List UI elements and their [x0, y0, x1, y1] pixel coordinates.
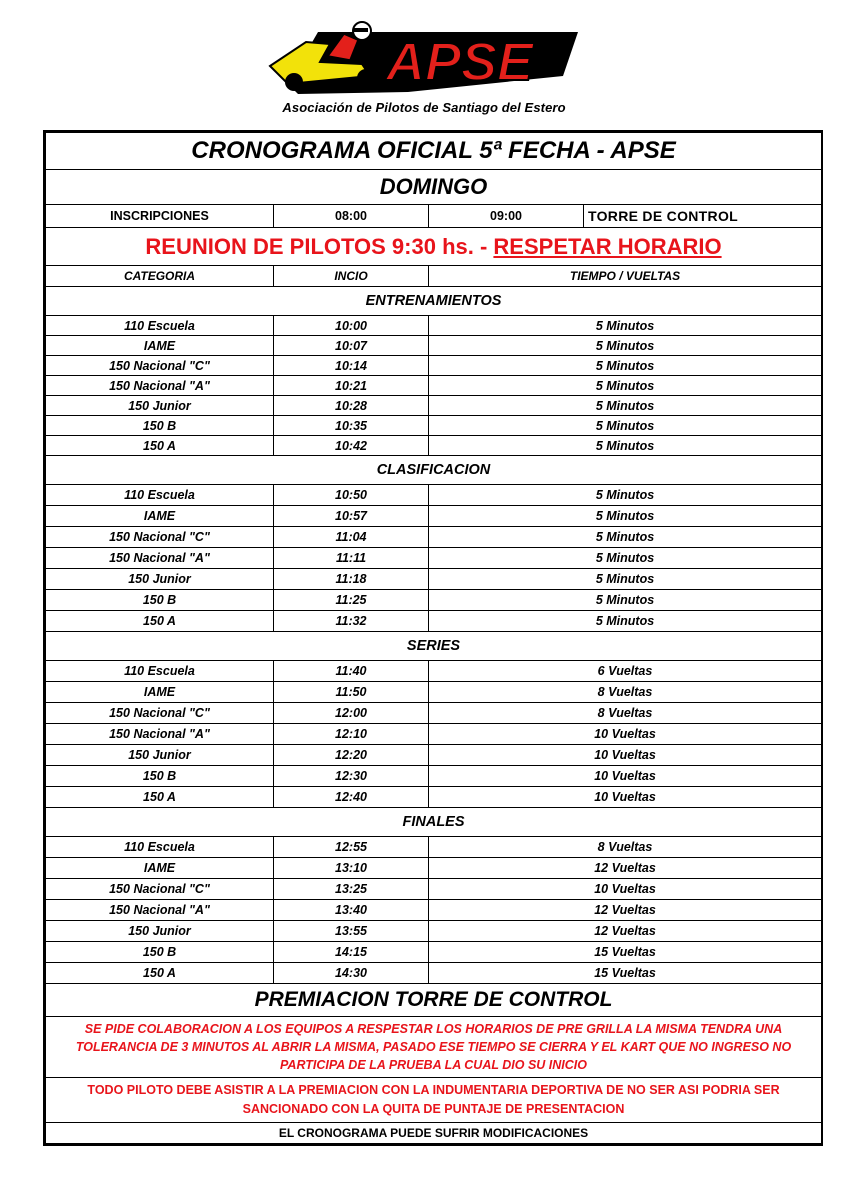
kart-logo-icon	[258, 14, 590, 100]
inscripciones-start: 08:00	[274, 205, 429, 228]
schedule-row	[46, 611, 822, 632]
schedule-row	[46, 703, 822, 724]
column-header-duration: TIEMPO / VUELTAS	[429, 266, 822, 287]
row-category: 150 A	[46, 963, 274, 984]
row-duration: 5 Minutos	[429, 548, 822, 569]
schedule-row	[46, 356, 822, 376]
schedule-row	[46, 724, 822, 745]
row-duration: 5 Minutos	[429, 416, 822, 436]
schedule-row	[46, 548, 822, 569]
schedule-sheet	[43, 130, 823, 1146]
logo-caption: Asociación de Pilotos de Santiago del Estero	[282, 100, 566, 115]
row-category: 150 B	[46, 416, 274, 436]
schedule-row	[46, 661, 822, 682]
row-category: 110 Escuela	[46, 485, 274, 506]
row-category: IAME	[46, 682, 274, 703]
row-category: 150 A	[46, 436, 274, 456]
premiacion-heading: PREMIACION TORRE DE CONTROL	[46, 984, 822, 1017]
row-duration: 12 Vueltas	[429, 921, 822, 942]
row-start-time: 12:10	[274, 724, 429, 745]
row-category: 150 Nacional "C"	[46, 356, 274, 376]
row-category: 150 A	[46, 787, 274, 808]
row-start-time: 10:57	[274, 506, 429, 527]
inscripciones-end: 09:00	[429, 205, 584, 228]
row-category: 110 Escuela	[46, 661, 274, 682]
row-start-time: 12:30	[274, 766, 429, 787]
row-category: 150 B	[46, 590, 274, 611]
row-start-time: 13:55	[274, 921, 429, 942]
section-title: ENTRENAMIENTOS	[46, 287, 822, 316]
row-start-time: 10:07	[274, 336, 429, 356]
row-category: 150 Nacional "C"	[46, 703, 274, 724]
inscripciones-label: INSCRIPCIONES	[46, 205, 274, 228]
row-start-time: 14:30	[274, 963, 429, 984]
row-category: 150 Nacional "A"	[46, 376, 274, 396]
row-category: 150 A	[46, 611, 274, 632]
row-category: 150 Junior	[46, 569, 274, 590]
row-start-time: 13:10	[274, 858, 429, 879]
row-duration: 12 Vueltas	[429, 858, 822, 879]
footer-note: EL CRONOGRAMA PUEDE SUFRIR MODIFICACIONES	[46, 1123, 822, 1144]
row-duration: 5 Minutos	[429, 436, 822, 456]
row-start-time: 11:04	[274, 527, 429, 548]
schedule-row	[46, 416, 822, 436]
row-start-time: 10:50	[274, 485, 429, 506]
row-duration: 8 Vueltas	[429, 837, 822, 858]
row-start-time: 11:32	[274, 611, 429, 632]
row-start-time: 11:11	[274, 548, 429, 569]
row-duration: 10 Vueltas	[429, 879, 822, 900]
row-start-time: 12:20	[274, 745, 429, 766]
schedule-row	[46, 942, 822, 963]
row-start-time: 11:50	[274, 682, 429, 703]
row-start-time: 10:35	[274, 416, 429, 436]
schedule-row	[46, 336, 822, 356]
row-start-time: 14:15	[274, 942, 429, 963]
row-duration: 10 Vueltas	[429, 787, 822, 808]
row-category: 150 Nacional "A"	[46, 724, 274, 745]
section-title: SERIES	[46, 632, 822, 661]
column-headers	[46, 266, 822, 287]
svg-text:APSE: APSE	[386, 32, 534, 92]
schedule-row	[46, 569, 822, 590]
schedule-row	[46, 376, 822, 396]
schedule-row	[46, 963, 822, 984]
section-row	[46, 808, 822, 837]
row-duration: 5 Minutos	[429, 396, 822, 416]
section-row	[46, 632, 822, 661]
row-start-time: 10:42	[274, 436, 429, 456]
row-duration: 5 Minutos	[429, 590, 822, 611]
row-start-time: 11:25	[274, 590, 429, 611]
row-start-time: 10:14	[274, 356, 429, 376]
schedule-row	[46, 879, 822, 900]
premiacion-notice: TODO PILOTO DEBE ASISTIR A LA PREMIACION CON LA INDUMENTARIA DEPORTIVA DE NO SER ASI PODRIA SER SANCIONADO CON LA QUITA DE PUNTAJE DE PRESENTACION	[46, 1078, 822, 1123]
section-title: CLASIFICACION	[46, 456, 822, 485]
inscripciones-row	[46, 205, 822, 228]
row-duration: 5 Minutos	[429, 336, 822, 356]
row-duration: 6 Vueltas	[429, 661, 822, 682]
row-category: IAME	[46, 858, 274, 879]
section-title: FINALES	[46, 808, 822, 837]
reunion-text: REUNION DE PILOTOS 9:30 hs. -	[145, 233, 494, 259]
row-category: IAME	[46, 506, 274, 527]
row-category: 150 Junior	[46, 745, 274, 766]
row-duration: 8 Vueltas	[429, 703, 822, 724]
schedule-row	[46, 787, 822, 808]
row-duration: 5 Minutos	[429, 569, 822, 590]
row-category: 150 B	[46, 942, 274, 963]
schedule-row	[46, 858, 822, 879]
schedule-row	[46, 921, 822, 942]
row-duration: 10 Vueltas	[429, 745, 822, 766]
row-duration: 5 Minutos	[429, 485, 822, 506]
row-category: 110 Escuela	[46, 837, 274, 858]
row-category: 150 Nacional "A"	[46, 900, 274, 921]
row-duration: 5 Minutos	[429, 527, 822, 548]
row-category: 150 B	[46, 766, 274, 787]
row-category: IAME	[46, 336, 274, 356]
row-start-time: 12:40	[274, 787, 429, 808]
row-duration: 10 Vueltas	[429, 724, 822, 745]
pre-grilla-notice: SE PIDE COLABORACION A LOS EQUIPOS A RESPESTAR LOS HORARIOS DE PRE GRILLA LA MISMA TENDRA UNA TOLERANCIA DE 3 MINUTOS AL ABRIR LA MISMA, PASADO ESE TIEMPO SE CIERRA Y EL KART QUE NO INGRESO NO PARTICIPA DE LA PRUEBA LA CUAL DIO SU INICIO	[46, 1017, 822, 1078]
row-duration: 8 Vueltas	[429, 682, 822, 703]
schedule-row	[46, 682, 822, 703]
row-category: 110 Escuela	[46, 316, 274, 336]
row-start-time: 13:25	[274, 879, 429, 900]
schedule-row	[46, 837, 822, 858]
row-start-time: 10:21	[274, 376, 429, 396]
row-category: 150 Junior	[46, 396, 274, 416]
schedule-row	[46, 485, 822, 506]
row-duration: 5 Minutos	[429, 506, 822, 527]
schedule-row	[46, 766, 822, 787]
row-category: 150 Nacional "A"	[46, 548, 274, 569]
section-row	[46, 287, 822, 316]
reunion-notice	[46, 228, 822, 266]
schedule-row	[46, 745, 822, 766]
row-duration: 5 Minutos	[429, 356, 822, 376]
row-duration: 10 Vueltas	[429, 766, 822, 787]
schedule-row	[46, 527, 822, 548]
schedule-row	[46, 436, 822, 456]
row-duration: 12 Vueltas	[429, 900, 822, 921]
row-start-time: 10:28	[274, 396, 429, 416]
schedule-row	[46, 900, 822, 921]
row-duration: 15 Vueltas	[429, 942, 822, 963]
apse-logo	[258, 14, 590, 119]
schedule-row	[46, 396, 822, 416]
inscripciones-place: TORRE DE CONTROL	[584, 205, 822, 228]
row-duration: 5 Minutos	[429, 376, 822, 396]
row-start-time: 10:00	[274, 316, 429, 336]
row-duration: 5 Minutos	[429, 611, 822, 632]
row-start-time: 12:55	[274, 837, 429, 858]
row-category: 150 Junior	[46, 921, 274, 942]
column-header-start: INCIO	[274, 266, 429, 287]
row-start-time: 13:40	[274, 900, 429, 921]
row-start-time: 11:40	[274, 661, 429, 682]
row-category: 150 Nacional "C"	[46, 879, 274, 900]
page-title: CRONOGRAMA OFICIAL 5ª FECHA - APSE	[46, 133, 822, 170]
schedule-table	[45, 132, 822, 1144]
section-row	[46, 456, 822, 485]
row-duration: 15 Vueltas	[429, 963, 822, 984]
row-category: 150 Nacional "C"	[46, 527, 274, 548]
row-start-time: 12:00	[274, 703, 429, 724]
schedule-row	[46, 590, 822, 611]
column-header-category: CATEGORIA	[46, 266, 274, 287]
schedule-row	[46, 316, 822, 336]
schedule-row	[46, 506, 822, 527]
row-start-time: 11:18	[274, 569, 429, 590]
row-duration: 5 Minutos	[429, 316, 822, 336]
reunion-emphasis: RESPETAR HORARIO	[493, 233, 722, 259]
day-heading: DOMINGO	[46, 170, 822, 205]
